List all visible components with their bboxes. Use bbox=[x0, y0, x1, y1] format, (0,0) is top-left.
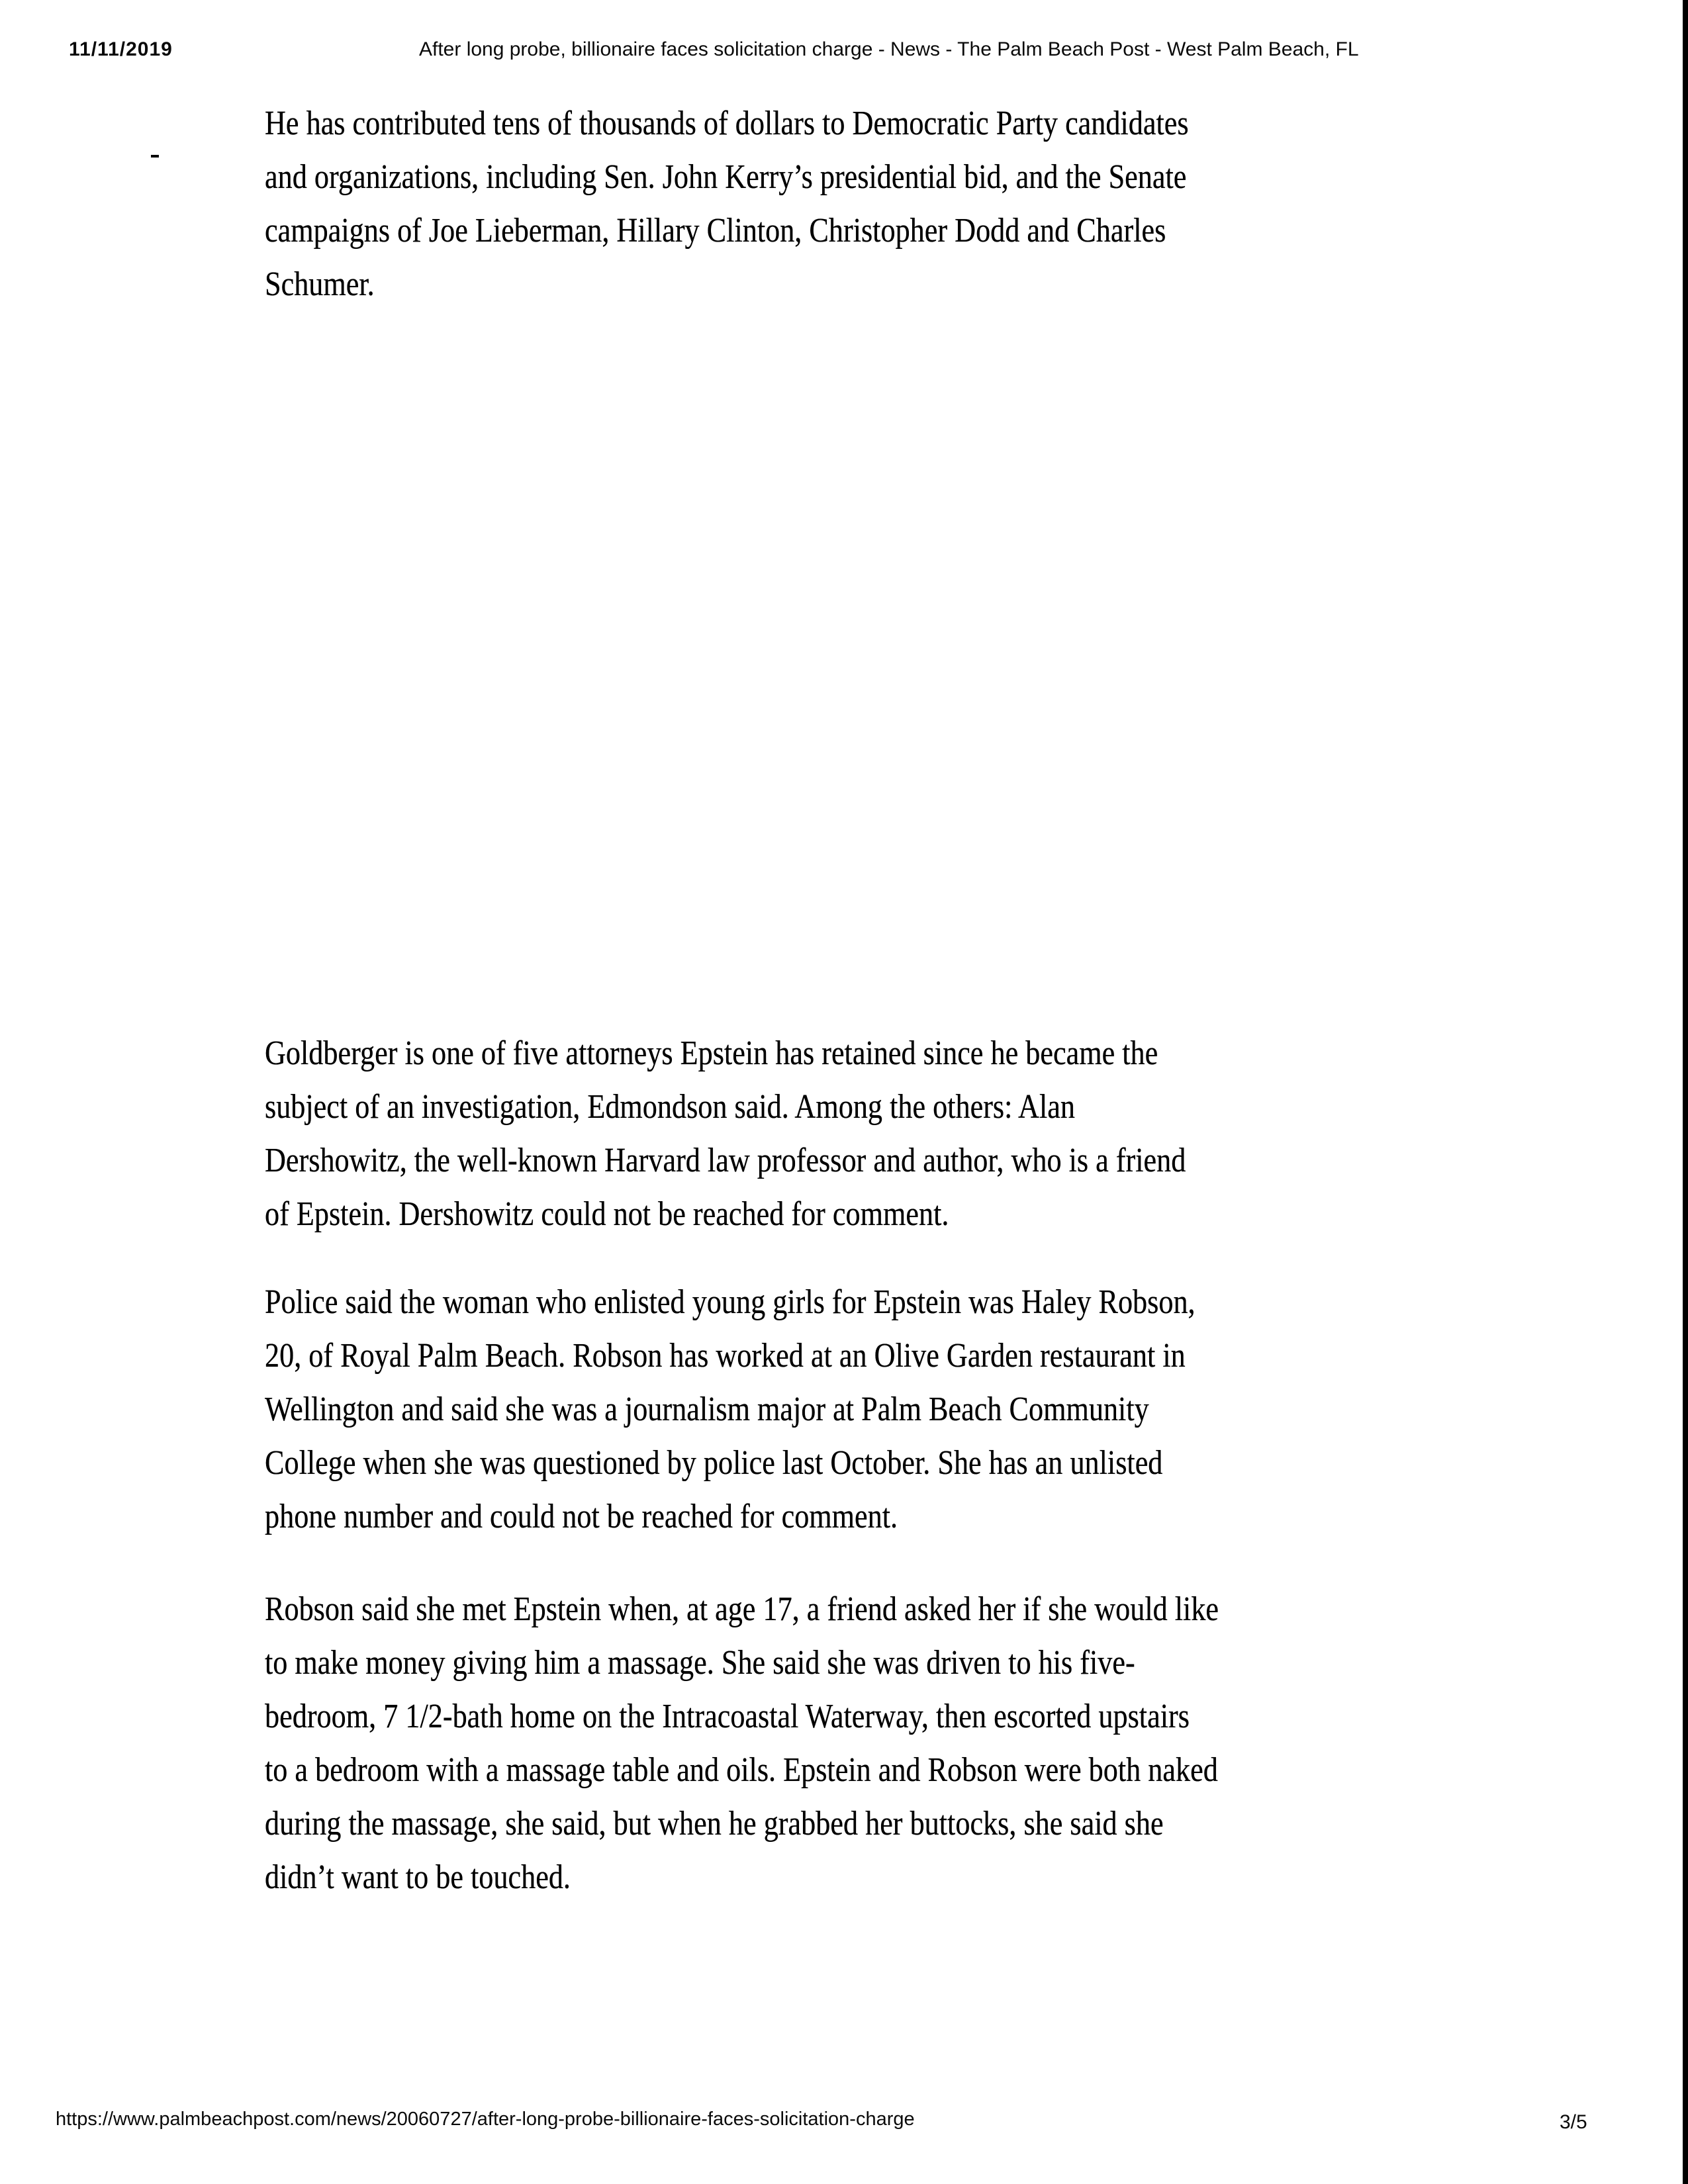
text-line: Goldberger is one of five attorneys Epstein has retained since he became the bbox=[265, 1034, 1158, 1072]
text-line: Wellington and said she was a journalism major at Palm Beach Community bbox=[265, 1390, 1149, 1428]
text-line: campaigns of Joe Lieberman, Hillary Clinton, Christopher Dodd and Charles bbox=[265, 212, 1166, 250]
paragraph-robson-account bbox=[265, 1582, 1233, 1904]
text-line: to make money giving him a massage. She said she was driven to his five- bbox=[265, 1644, 1135, 1682]
text-line: of Epstein. Dershowitz could not be reached for comment. bbox=[265, 1195, 949, 1233]
text-line: didn’t want to be touched. bbox=[265, 1858, 571, 1896]
text-line: He has contributed tens of thousands of dollars to Democratic Party candidates bbox=[265, 105, 1189, 142]
paragraph-robson-background bbox=[265, 1275, 1233, 1543]
scan-edge-artifact bbox=[1683, 0, 1688, 2184]
text-line: Dershowitz, the well-known Harvard law professor and author, who is a friend bbox=[265, 1142, 1186, 1179]
header-print-date: 11/11/2019 bbox=[69, 38, 173, 60]
footer-page-number: 3/5 bbox=[1560, 2111, 1587, 2133]
scan-artifact-dash bbox=[151, 155, 159, 158]
text-line: and organizations, including Sen. John Kerry’s presidential bid, and the Senate bbox=[265, 158, 1187, 196]
header-page-title: After long probe, billionaire faces solicitation charge - News - The Palm Beach Post - West Palm Beach, FL bbox=[419, 38, 1359, 60]
paragraph-attorneys bbox=[265, 1026, 1233, 1241]
paragraph-contributions bbox=[265, 97, 1233, 311]
text-line: Schumer. bbox=[265, 265, 375, 303]
text-line: during the massage, she said, but when he grabbed her buttocks, she said she bbox=[265, 1805, 1164, 1843]
text-line: to a bedroom with a massage table and oils. Epstein and Robson were both naked bbox=[265, 1751, 1218, 1789]
text-line: subject of an investigation, Edmondson said. Among the others: Alan bbox=[265, 1088, 1075, 1126]
text-line: phone number and could not be reached for comment. bbox=[265, 1498, 898, 1535]
text-line: 20, of Royal Palm Beach. Robson has worked at an Olive Garden restaurant in bbox=[265, 1337, 1186, 1375]
text-line: Robson said she met Epstein when, at age 17, a friend asked her if she would like bbox=[265, 1590, 1219, 1628]
text-line: College when she was questioned by police last October. She has an unlisted bbox=[265, 1444, 1163, 1482]
text-line: Police said the woman who enlisted young girls for Epstein was Haley Robson, bbox=[265, 1283, 1196, 1321]
footer-source-url: https://www.palmbeachpost.com/news/20060727/after-long-probe-billionaire-faces-solicitation-charge bbox=[56, 2109, 915, 2130]
text-line: bedroom, 7 1/2-bath home on the Intracoastal Waterway, then escorted upstairs bbox=[265, 1698, 1190, 1735]
